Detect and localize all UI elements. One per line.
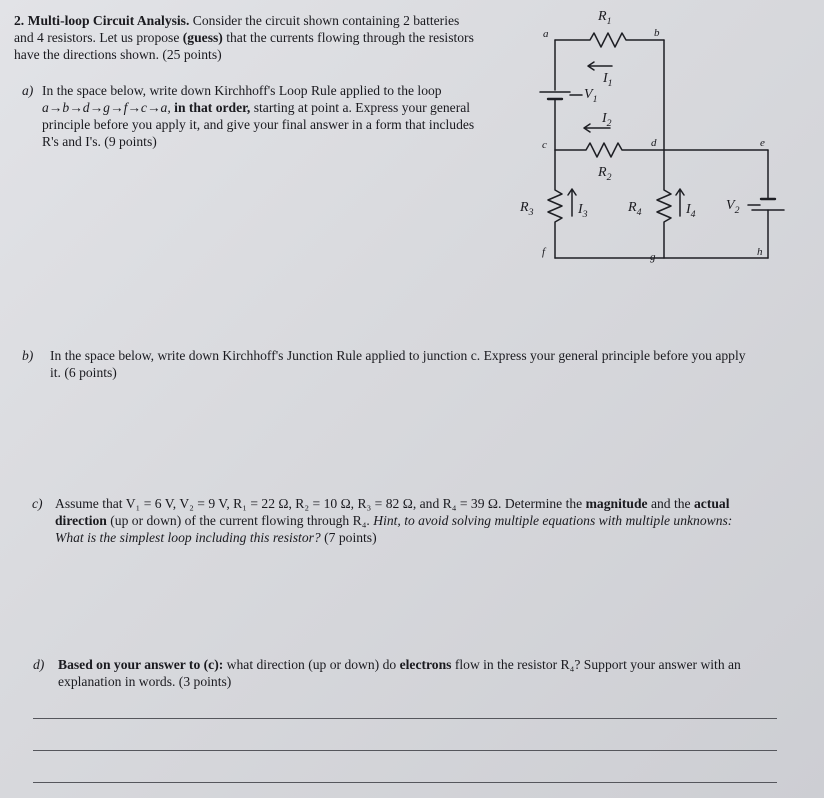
i1-label: $I_1$	[603, 71, 613, 89]
part-d-text: flow in the resistor R₄? Support your answer with an	[454, 657, 741, 672]
problem-header-line3: have the directions shown. (25 points)	[14, 47, 222, 62]
magnitude-word: magnitude	[585, 496, 648, 511]
part-b-line1: In the space below, write down Kirchhoff's Junction Rule applied to junction c. Express your general principle before you apply	[50, 348, 746, 363]
part-a-line3: principle before you apply it, and give your final answer in a form that includes	[42, 117, 475, 132]
i2-label: $I_2$	[602, 111, 612, 129]
part-c-line2	[55, 512, 732, 529]
problem-title: Multi-loop Circuit Analysis.	[27, 13, 190, 28]
r1-label: $R_1$	[598, 9, 612, 27]
part-c-text: (up or down) of the current flowing through R₄.	[110, 513, 370, 528]
part-d-line2: explanation in words. (3 points)	[58, 674, 232, 689]
intro-guess: (guess)	[182, 30, 223, 45]
part-a-label: a)	[22, 83, 34, 98]
i3-label: $I_3$	[578, 202, 588, 220]
in-that-order: in that order,	[174, 100, 251, 115]
node-d-label: d	[651, 137, 657, 149]
i4-label: $I_4$	[686, 202, 696, 220]
v1-label: $V_1$	[584, 87, 598, 105]
part-b-line2: it. (6 points)	[50, 365, 117, 380]
part-c-text: and the	[650, 496, 691, 511]
wire-d-r4	[657, 150, 671, 258]
hint-question: What is the simplest loop including this resistor?	[55, 530, 321, 545]
loop-path: a→b→d→g→f→c→a,	[42, 100, 171, 115]
answer-line[interactable]	[33, 750, 777, 751]
node-a-label: a	[543, 28, 549, 40]
node-f-label: f	[542, 246, 546, 258]
node-g-label: g	[650, 251, 656, 263]
part-c-points: (7 points)	[324, 530, 377, 545]
wire-c-r3	[548, 150, 562, 258]
part-a-text: starting at point a. Express your general	[253, 100, 471, 115]
part-d-label: d)	[33, 657, 45, 672]
part-c-line3	[55, 529, 377, 546]
part-d-line1	[58, 656, 741, 673]
actual-word: actual	[694, 496, 730, 511]
part-d-bold: Based on your answer to (c):	[58, 657, 224, 672]
r3-label: $R_3$	[520, 200, 534, 218]
r2-label: $R_2$	[598, 165, 612, 183]
answer-line[interactable]	[33, 718, 777, 719]
wire-c-d	[555, 143, 664, 157]
part-b-label: b)	[22, 348, 34, 363]
part-c-line1	[55, 495, 730, 512]
problem-number: 2.	[14, 13, 25, 28]
part-a-line1: In the space below, write down Kirchhoff's Loop Rule applied to the loop	[42, 83, 442, 98]
node-b-label: b	[654, 27, 660, 39]
v2-label: $V_2$	[726, 198, 740, 216]
i1-arrow	[588, 62, 612, 70]
intro-text: and 4 resistors. Let us propose	[14, 30, 180, 45]
r4-label: $R_4$	[628, 200, 642, 218]
i4-arrow	[676, 189, 684, 216]
hint-text: Hint, to avoid solving multiple equations with multiple unknowns:	[373, 513, 733, 528]
node-c-label: c	[542, 139, 547, 151]
part-d-text: what direction (up or down) do	[226, 657, 397, 672]
node-e-label: e	[760, 137, 765, 149]
node-h-label: h	[757, 246, 763, 258]
electrons-word: electrons	[399, 657, 452, 672]
part-c-label: c)	[32, 496, 43, 511]
part-c-values: Assume that V₁ = 6 V, V₂ = 9 V, R₁ = 22 Ω, R₂ = 10 Ω, R₃ = 82 Ω, and R₄ = 39 Ω. Determine the	[55, 496, 583, 511]
direction-word: direction	[55, 513, 107, 528]
wire-a-b	[555, 33, 664, 47]
intro-text: that the currents flowing through the resistors	[226, 30, 474, 45]
problem-intro: Consider the circuit shown containing 2 batteries	[192, 13, 460, 28]
part-a-line4: R's and I's. (9 points)	[42, 134, 157, 149]
answer-line[interactable]	[33, 782, 777, 783]
i3-arrow	[568, 189, 576, 216]
